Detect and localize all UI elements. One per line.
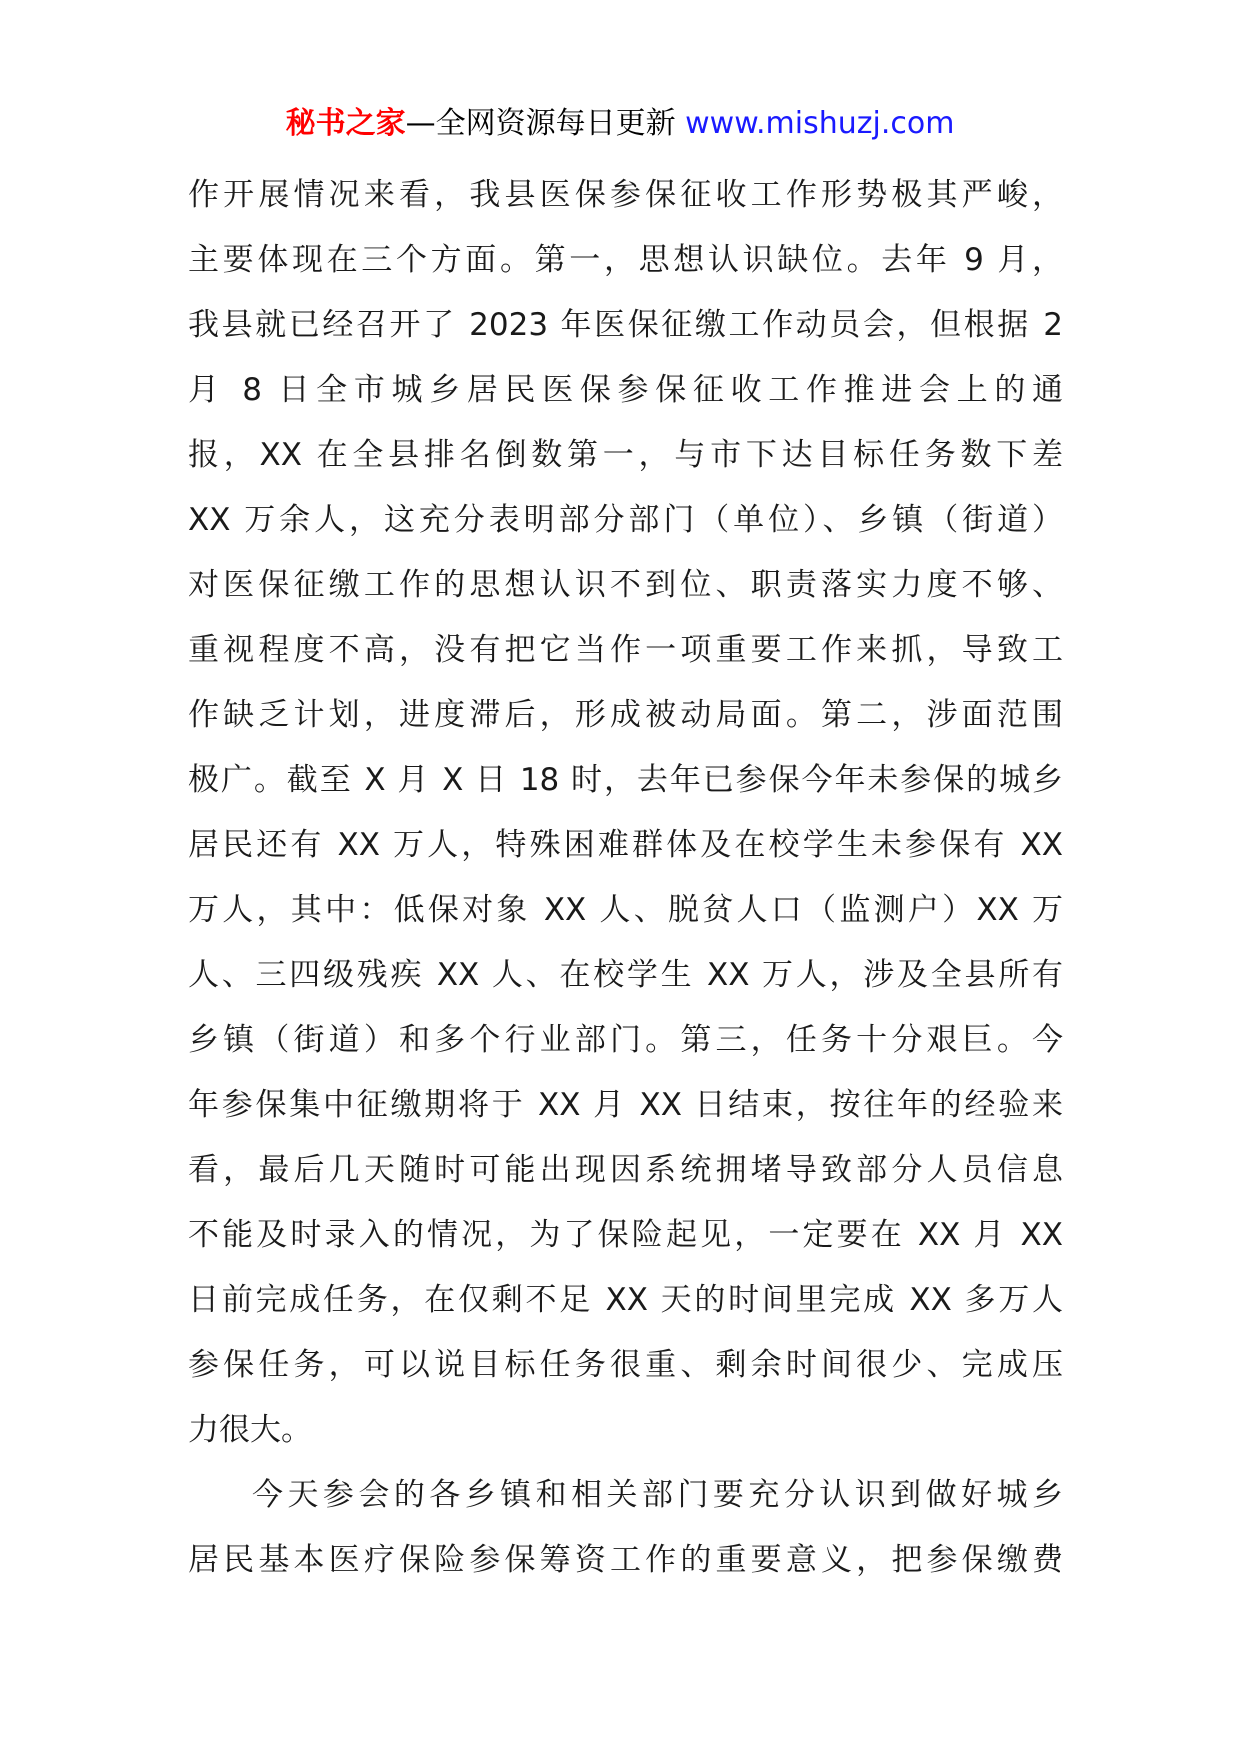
text-line: 月 8 日全市城乡居民医保参保征收工作推进会上的通 — [188, 372, 1063, 408]
text-line: 作开展情况来看，我县医保参保征收工作形势极其严峻， — [188, 177, 1063, 213]
text-line: 极广。截至 X 月 X 日 18 时，去年已参保今年未参保的城乡 — [188, 762, 1063, 798]
paragraph-start-line: 今天参会的各乡镇和相关部门要充分认识到做好城乡 — [252, 1477, 1063, 1513]
text-line: 参保任务，可以说目标任务很重、剩余时间很少、完成压 — [188, 1347, 1063, 1383]
text-line: 万人，其中：低保对象 XX 人、脱贫人口（监测户）XX 万 — [188, 892, 1063, 928]
text-line: 不能及时录入的情况，为了保险起见，一定要在 XX 月 XX — [188, 1217, 1063, 1253]
text-line: 年参保集中征缴期将于 XX 月 XX 日结束，按往年的经验来 — [188, 1087, 1063, 1123]
site-url-link[interactable]: www.mishuzj.com — [685, 106, 955, 141]
text-line: 重视程度不高，没有把它当作一项重要工作来抓，导致工 — [188, 632, 1063, 668]
text-line: 乡镇（街道）和多个行业部门。第三，任务十分艰巨。今 — [188, 1022, 1063, 1058]
text-line: 人、三四级残疾 XX 人、在校学生 XX 万人，涉及全县所有 — [188, 957, 1063, 993]
text-line: 报，XX 在全县排名倒数第一，与市下达目标任务数下差 — [188, 437, 1063, 473]
site-tagline: —全网资源每日更新 — [405, 106, 686, 141]
text-line: 日前完成任务，在仅剩不足 XX 天的时间里完成 XX 多万人 — [188, 1282, 1063, 1318]
text-line: 看，最后几天随时可能出现因系统拥堵导致部分人员信息 — [188, 1152, 1063, 1188]
text-line: 主要体现在三个方面。第一，思想认识缺位。去年 9 月， — [188, 242, 1063, 278]
text-line: 对医保征缴工作的思想认识不到位、职责落实力度不够、 — [188, 567, 1063, 603]
text-line: 居民还有 XX 万人，特殊困难群体及在校学生未参保有 XX — [188, 827, 1063, 863]
site-brand: 秘书之家 — [285, 106, 406, 141]
text-line: XX 万余人，这充分表明部分部门（单位）、乡镇（街道） — [188, 502, 1063, 538]
document-body — [188, 163, 1063, 1593]
text-line: 作缺乏计划，进度滞后，形成被动局面。第二，涉面范围 — [188, 697, 1063, 733]
text-line: 居民基本医疗保险参保筹资工作的重要意义，把参保缴费 — [188, 1542, 1063, 1578]
site-header — [0, 102, 1240, 146]
paragraph-end-line: 力很大。 — [188, 1412, 312, 1448]
text-line: 我县就已经召开了 2023 年医保征缴工作动员会，但根据 2 — [188, 307, 1063, 343]
